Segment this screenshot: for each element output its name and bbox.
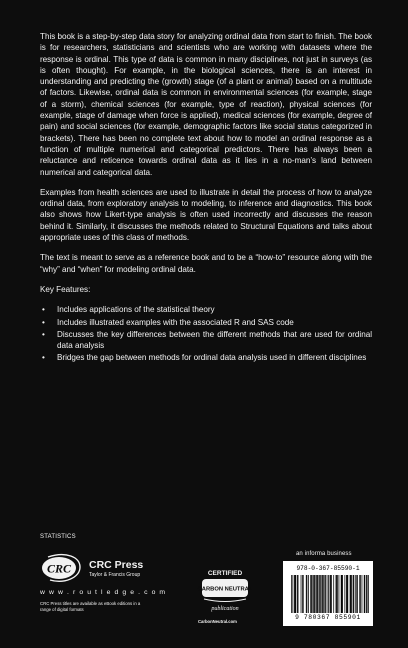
barcode-bar — [368, 575, 369, 613]
barcode-bar — [342, 575, 343, 613]
barcode-bar — [331, 575, 332, 613]
barcode-bar — [339, 575, 340, 613]
barcode-bar — [353, 575, 354, 613]
barcode-bar — [356, 575, 357, 613]
informa-business-label: an informa business — [296, 551, 352, 557]
barcode-bar — [317, 575, 318, 613]
barcode-bar — [318, 575, 319, 613]
carbon-certified-text: CERTIFIED — [207, 570, 243, 577]
barcode-bar — [301, 575, 302, 613]
publisher-name: CRC Press — [89, 558, 144, 571]
barcode-bar — [313, 575, 314, 613]
barcode-bar — [292, 575, 293, 613]
barcode-bar — [341, 575, 342, 613]
isbn-number: 978-0-367-85590-1 — [296, 565, 360, 572]
barcode-bar — [320, 575, 321, 613]
barcode-bar — [362, 575, 363, 613]
bullet-icon: • — [42, 317, 45, 327]
bullet-icon: • — [42, 353, 45, 363]
barcode-bar — [357, 575, 358, 613]
barcode-bar — [366, 575, 367, 613]
barcode-bar — [337, 575, 338, 613]
barcode-bar — [336, 575, 337, 613]
barcode-bar — [291, 575, 292, 613]
barcode-bar — [344, 575, 345, 613]
barcode-bar — [346, 575, 347, 613]
crc-logo-icon — [40, 553, 84, 583]
feature-text: Bridges the gap between methods for ordinal data analysis used in different disciplines — [57, 353, 367, 363]
barcode-bar — [319, 575, 320, 613]
barcode-bar — [316, 575, 317, 613]
features-list — [40, 304, 372, 363]
barcode-bar — [351, 575, 352, 613]
barcode-bar — [314, 575, 315, 613]
barcode-bar — [306, 575, 307, 613]
barcode-bar — [295, 575, 296, 613]
barcode-bar — [347, 575, 348, 613]
barcode-panel — [283, 561, 373, 626]
description-paragraph-3: The text is meant to serve as a reference book and to be a “how-to” resource along with the “why” and “when” for modeling ordinal data. — [40, 253, 372, 274]
description-paragraph-1: This book is a step-by-step data story for analyzing ordinal data from start to finish. The book is for researchers, statisticians and scientists who are working with datasets where the response is ordinal. This type of data is common in many disciplines, not just in surveys (as is often thought). For example, in the biological sciences, there is an interest in understanding and predicting the (growth) stage (of a plant or animal) based on a multitude of factors. Likewise, ordinal data is common in environmental sciences (for example, stage of a storm), chemical sciences (for example, type of reaction), physical sciences (for example, stage of damage when force is applied), medical sciences (for example, degree of pain) and social sciences (for example, demographic factors like social status categorized in brackets). There has been no complete text about how to model an ordinal response as a function of multiple numerical and categorical predictors. There has always been a reluctance and reticence towards ordinal data as it lies in a no-man’s land between numerical and categorical data. — [40, 32, 372, 177]
carbon-publication-text: publication — [211, 606, 239, 612]
barcode-bar — [327, 575, 328, 613]
crc-press-logo — [40, 553, 143, 583]
barcode-graphic — [291, 575, 369, 613]
bullet-icon: • — [42, 305, 45, 315]
features-heading: Key Features: — [40, 284, 91, 294]
barcode-bar — [353, 575, 354, 613]
barcode-bar — [308, 575, 309, 613]
barcode-bar — [347, 575, 348, 613]
category-label: STATISTICS — [40, 534, 76, 540]
feature-item — [40, 317, 372, 328]
crc-logo-text: CRC — [46, 561, 72, 576]
barcode-bar — [365, 575, 366, 613]
feature-item — [40, 352, 372, 363]
barcode-bar — [311, 575, 312, 613]
publisher-group: Taylor & Francis Group — [89, 571, 141, 578]
barcode-bar — [315, 575, 316, 613]
barcode-bar — [295, 575, 296, 613]
feature-text: Discusses the key differences between the different methods that are used for ordinal data analysis — [57, 329, 372, 351]
barcode-bar — [360, 575, 361, 613]
carbon-neutral-text: CARBON NEUTRAL — [197, 586, 253, 593]
barcode-bar — [322, 575, 323, 613]
barcode-bar — [312, 575, 313, 613]
barcode-bar — [297, 575, 298, 613]
barcode-bar — [328, 575, 329, 613]
barcode-bar — [321, 575, 322, 613]
barcode-bar — [330, 575, 331, 613]
feature-item — [40, 329, 372, 352]
carbon-neutral-badge — [194, 566, 256, 618]
barcode-bar — [324, 575, 325, 613]
barcode-bar — [367, 575, 368, 613]
barcode-bar — [330, 575, 331, 613]
barcode-bar — [355, 575, 356, 613]
barcode-bar — [294, 575, 295, 613]
barcode-bar — [350, 575, 351, 613]
barcode-bar — [307, 575, 308, 613]
description-paragraph-2: Examples from health sciences are used to illustrate in detail the process of how to analyze ordinal data, from exploratory analysis to modeling, to inference and diagnostics. This book also shows how Likert-type analysis is often used incorrectly and discusses the reason behind it. Similarly, it discusses the methods related to Structural Equations and talks about appropriate uses of this class of methods. — [40, 187, 372, 243]
barcode-bar — [303, 575, 304, 613]
publisher-url: w w w . r o u t l e d g e . c o m — [40, 589, 167, 596]
barcode-digits: 9 780367 855901 — [295, 614, 361, 621]
ebook-note: CRC Press titles are available as eBook editions in a range of digital formats — [40, 601, 141, 612]
barcode-bar — [302, 575, 303, 613]
description-block — [40, 31, 372, 365]
barcode-bar — [298, 575, 299, 613]
feature-text: Includes applications of the statistical theory — [57, 305, 215, 315]
barcode-bar — [364, 575, 365, 613]
barcode-bar — [336, 575, 337, 613]
bullet-icon: • — [42, 329, 45, 339]
barcode-bar — [333, 575, 334, 613]
barcode-bar — [350, 575, 351, 613]
barcode-bar — [325, 575, 326, 613]
barcode-bar — [359, 575, 360, 613]
feature-item — [40, 304, 372, 315]
barcode-bar — [323, 575, 324, 613]
carbon-neutral-site: CarbonNeutral.com — [198, 619, 237, 624]
feature-text: Includes illustrated examples with the associated R and SAS code — [57, 317, 294, 327]
barcode-bar — [342, 575, 343, 613]
barcode-bar — [310, 575, 311, 613]
